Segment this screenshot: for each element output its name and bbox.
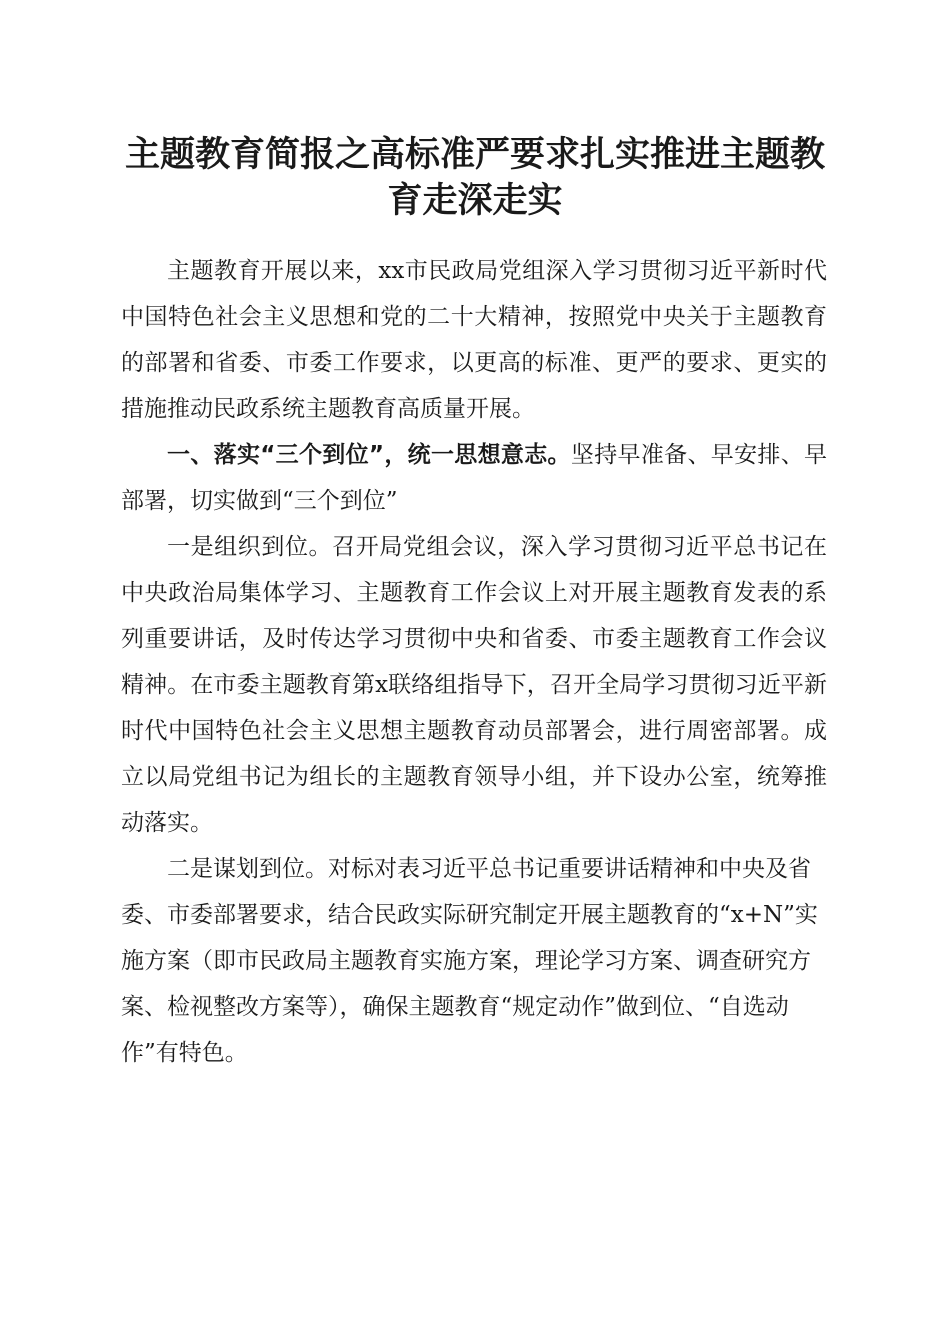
section-one-text: 坚持早准备、早安排、早部署，切实做到“三个到位” xyxy=(121,442,828,514)
paragraph-section-one xyxy=(121,432,827,524)
paragraph-planning xyxy=(121,846,827,1076)
document-body xyxy=(121,248,827,1076)
paragraph-organization-text: 一是组织到位。召开局党组会议，深入学习贯彻习近平总书记在中央政治局集体学习、主题教育工作会议上对开展主题教育发表的系列重要讲话，及时传达学习贯彻中央和省委、市委主题教育工作会议精神。在市委主题教育第x联络组指导下，召开全局学习贯彻习近平新时代中国特色社会主义思想主题教育动员部署会，进行周密部署。成立以局党组书记为组长的主题教育领导小组，并下设办公室，统筹推动落实。 xyxy=(121,534,827,836)
section-heading-one: 一、落实“三个到位”，统一思想意志。 xyxy=(167,442,571,468)
paragraph-intro xyxy=(121,248,827,432)
paragraph-intro-text: 主题教育开展以来，xx市民政局党组深入学习贯彻习近平新时代中国特色社会主义思想和党的二十大精神，按照党中央关于主题教育的部署和省委、市委工作要求，以更高的标准、更严的要求、更实的措施推动民政系统主题教育高质量开展。 xyxy=(121,258,827,422)
document-title: 主题教育简报之高标准严要求扎实推进主题教育走深走实 xyxy=(124,134,825,221)
paragraph-organization xyxy=(121,524,827,846)
paragraph-planning-text: 二是谋划到位。对标对表习近平总书记重要讲话精神和中央及省委、市委部署要求，结合民政实际研究制定开展主题教育的“x+N”实施方案（即市民政局主题教育实施方案，理论学习方案、调查研究方案、检视整改方案等），确保主题教育“规定动作”做到位、“自选动作”有特色。 xyxy=(121,856,818,1066)
